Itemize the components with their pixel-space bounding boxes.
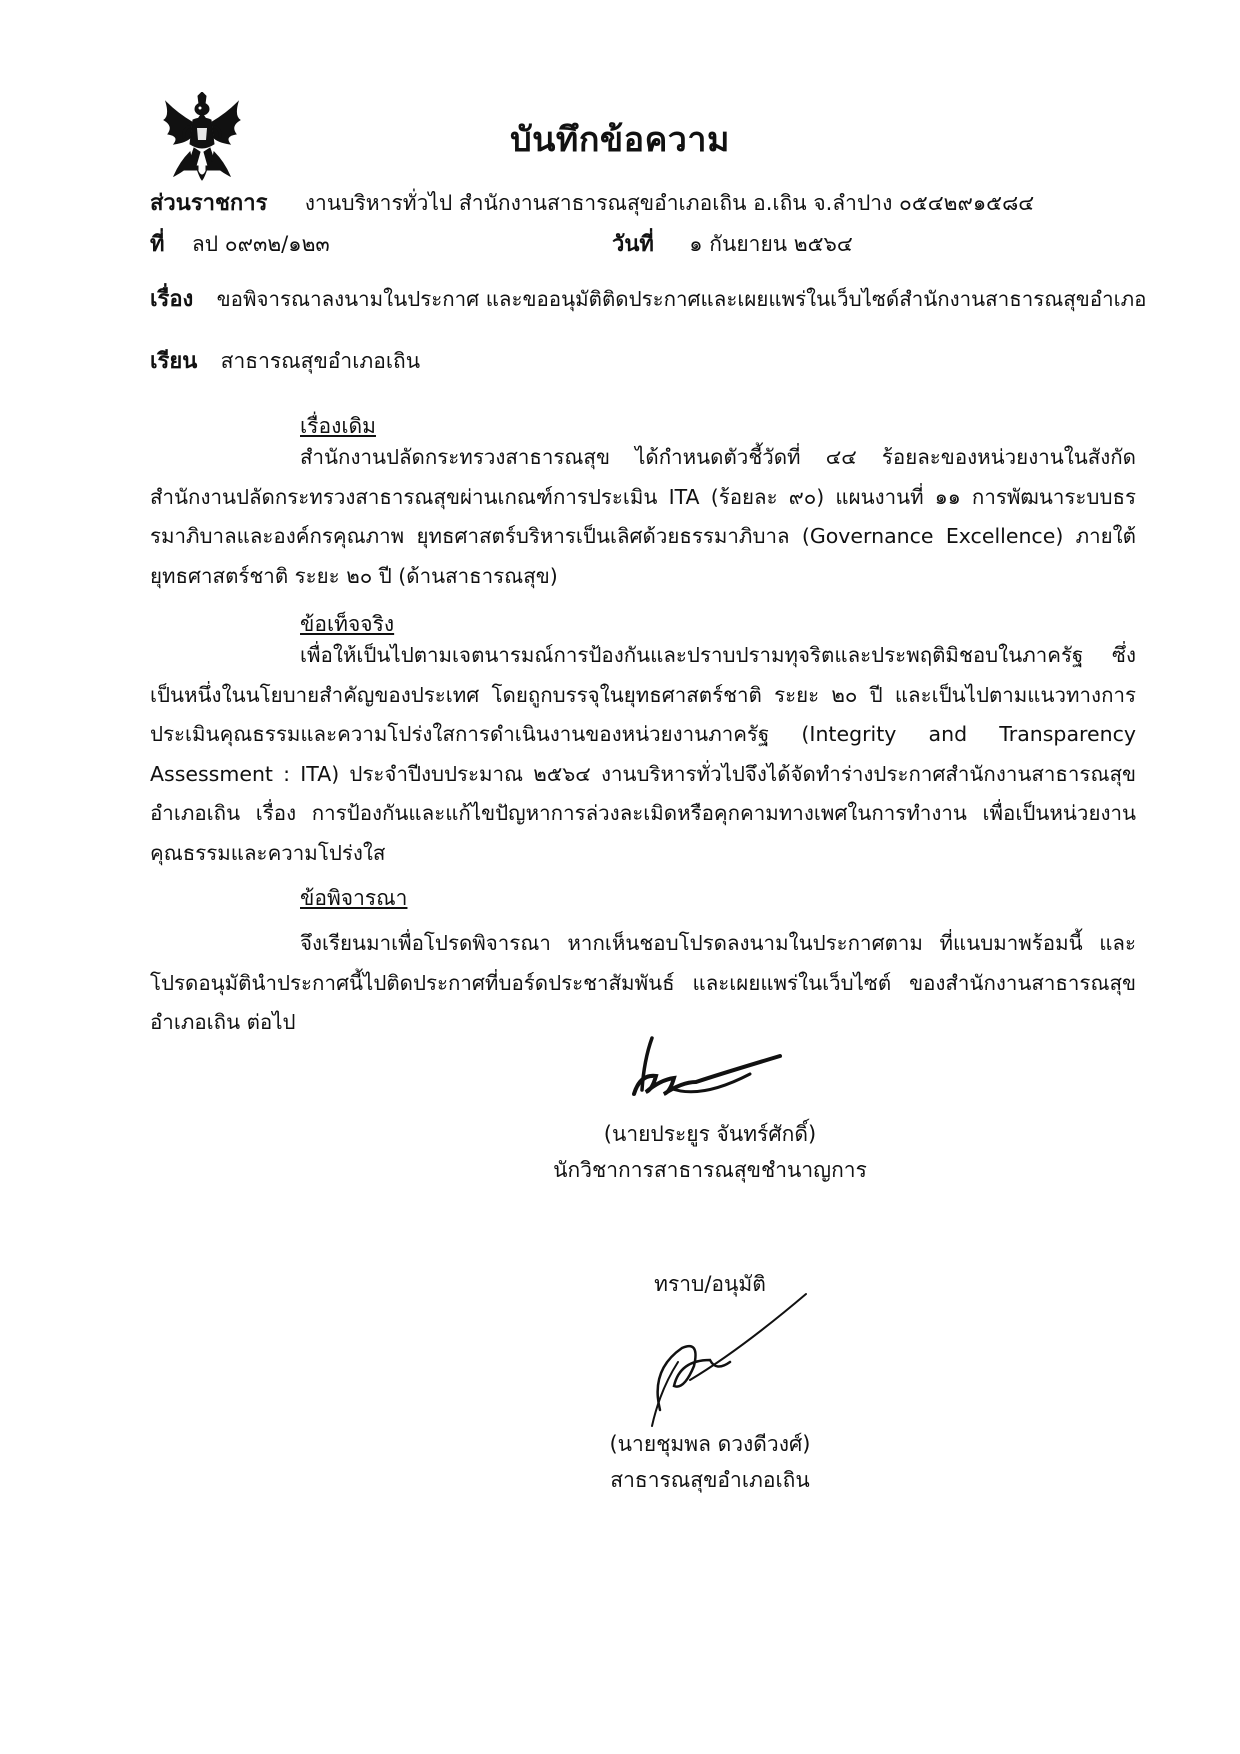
subject-label: เรื่อง [150,287,194,312]
signer-position: นักวิชาการสาธารณสุขชำนาญการ [553,1158,867,1182]
facts-paragraph: เพื่อให้เป็นไปตามเจตนารมณ์การป้องกันและปราบปรามทุจริตและประพฤติมิชอบในภาครัฐ ซึ่งเป็นหนึ่งในนโยบายสำคัญของประเทศ โดยถูกบรรจุในยุทธศาสตร์ชาติ ระยะ ๒๐ ปี และเป็นไปตามแนวทางการประเมินคุณธรรมและความโปร่งใสการดำเนินงานของหน่วยงานภาครัฐ (Integrity and Transparency Assessment : ITA) ประจำปีงบประมาณ ๒๕๖๔ งานบริหารทั่วไปจึงได้จัดทำร่างประกาศสำนักงานสาธารณสุขอำเภอเถิน เรื่อง การป้องกันและแก้ไขปัญหาการล่วงละเมิดหรือคุกคามทางเพศในการทำงาน เพื่อเป็นหน่วยงานคุณธรรมและความโปร่งใส [150,643,1136,865]
agency-line [150,188,1034,219]
background-heading: เรื่องเดิม [300,414,376,438]
facts-heading: ข้อเท็จจริง [300,612,395,636]
ref-label: ที่ [150,232,165,257]
ref-value: ลป ๐๙๓๒/๑๒๓ [191,232,330,256]
consideration-heading: ข้อพิจารณา [300,886,408,910]
to-value: สาธารณสุขอำเภอเถิน [220,349,421,373]
date-value: ๑ กันยายน ๒๕๖๔ [689,232,853,256]
agency-label: ส่วนราชการ [150,191,268,216]
subject-value: ขอพิจารณาลงนามในประกาศ และขออนุมัติติดประกาศและเผยแพร่ในเว็บไซด์สำนักงานสาธารณสุขอำเภอ [216,287,1147,311]
ref-line [150,229,330,260]
signature-2-icon [620,1290,820,1430]
page-title: บันทึกข้อความ [510,120,730,160]
date-label: วันที่ [612,232,654,257]
approver-name: (นายชุมพล ดวงดีวงศ์) [609,1432,811,1456]
to-label: เรียน [150,349,198,374]
agency-value: งานบริหารทั่วไป สำนักงานสาธารณสุขอำเภอเถิน อ.เถิน จ.ลำปาง ๐๕๔๒๙๑๕๘๔ [304,191,1035,215]
approval-note: ทราบ/อนุมัติ [654,1272,766,1296]
date-line [612,229,853,260]
consideration-paragraph: จึงเรียนมาเพื่อโปรดพิจารณา หากเห็นชอบโปรดลงนามในประกาศตาม ที่แนบมาพร้อมนี้ และโปรดอนุมัตินำประกาศนี้ไปติดประกาศที่บอร์ดประชาสัมพันธ์ และเผยแพร่ในเว็บไซต์ ของสำนักงานสาธารณสุขอำเภอเถิน ต่อไป [150,931,1136,1034]
signature-1-icon [630,1030,810,1110]
approver-position: สาธารณสุขอำเภอเถิน [610,1468,810,1492]
background-paragraph: สำนักงานปลัดกระทรวงสาธารณสุข ได้กำหนดตัวชี้วัดที่ ๔๔ ร้อยละของหน่วยงานในสังกัดสำนักงานปลัดกระทรวงสาธารณสุขผ่านเกณฑ์การประเมิน ITA (ร้อยละ ๙๐) แผนงานที่ ๑๑ การพัฒนาระบบธรรมาภิบาลและองค์กรคุณภาพ ยุทธศาสตร์บริหารเป็นเลิศด้วยธรรมาภิบาล (Governance Excellence) ภายใต้ยุทธศาสตร์ชาติ ระยะ ๒๐ ปี (ด้านสาธารณสุข) [150,445,1136,588]
subject-line [150,284,1147,315]
signer-name: (นายประยูร จันทร์ศักดิ์) [603,1122,817,1146]
to-line [150,346,420,377]
